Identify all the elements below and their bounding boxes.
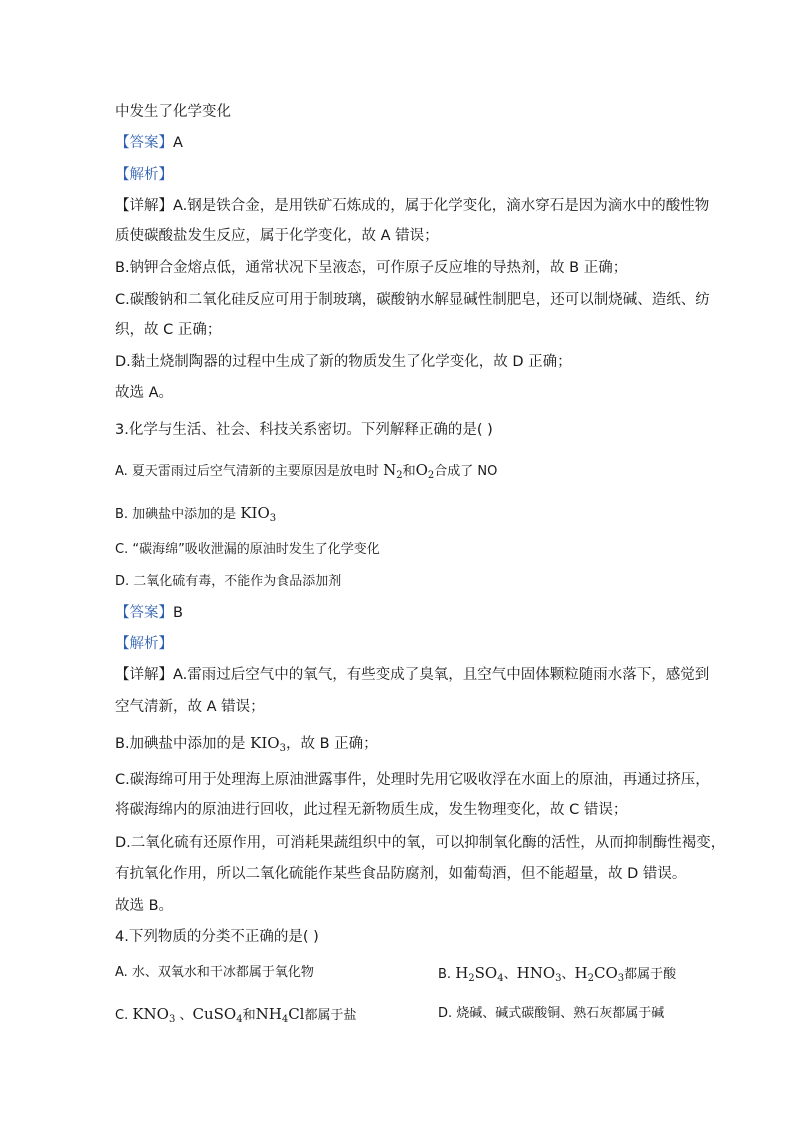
text-line bbox=[115, 102, 231, 122]
conclusion-text: 故选 B。 bbox=[115, 898, 174, 914]
explanation-line bbox=[115, 258, 627, 278]
conclusion-line bbox=[115, 383, 173, 403]
formula-subscript: 2 bbox=[427, 470, 435, 481]
separator: 、 bbox=[561, 967, 575, 982]
separator: 、 bbox=[503, 967, 517, 982]
answer-line bbox=[115, 133, 183, 153]
formula-symbol: KIO bbox=[240, 504, 270, 522]
explanation-line bbox=[115, 864, 686, 884]
formula-nh4cl bbox=[256, 1005, 305, 1023]
explanation-line bbox=[115, 226, 439, 246]
option-text: D. 烧碱、碱式碳酸铜、熟石灰都属于碱 bbox=[438, 1006, 665, 1021]
formula-symbol: NH bbox=[255, 1005, 282, 1023]
formula-subscript: 3 bbox=[555, 973, 562, 984]
analysis-tag bbox=[115, 165, 173, 185]
option-c bbox=[115, 540, 380, 560]
conclusion-line bbox=[115, 896, 173, 916]
formula-subscript: 3 bbox=[617, 973, 625, 984]
explanation-text: ，故 B 正确； bbox=[285, 736, 378, 752]
explanation-text: B.钠钾合金熔点低，通常状况下呈液态，可作原子反应堆的导热剂，故 B 正确； bbox=[115, 260, 628, 276]
explanation-text: A.雷雨过后空气中的氧气，有些变成了臭氧，且空气中固体颗粒随雨水落下，感觉到 bbox=[173, 667, 710, 683]
explanation-text: 将碳海绵内的原油进行回收，此过程无新物质生成，发生物理变化，故 C 错误； bbox=[115, 802, 628, 818]
question-3-stem: 3.化学与生活、社会、科技关系密切。下列解释正确的是( ) bbox=[115, 422, 493, 438]
formula-hno3 bbox=[517, 964, 562, 982]
explanation-text: B.加碘盐中添加的是 bbox=[115, 736, 251, 752]
formula-symbol: H bbox=[455, 964, 469, 982]
analysis-tag-text: 【解析】 bbox=[115, 636, 173, 652]
question-stem bbox=[115, 420, 493, 440]
question-4-stem: 4.下列物质的分类不正确的是( ) bbox=[115, 929, 319, 945]
formula-subscript: 4 bbox=[236, 1014, 243, 1025]
answer-tag: 【答案】 bbox=[115, 605, 173, 621]
option-text: 和 bbox=[402, 464, 416, 479]
question-stem bbox=[115, 927, 319, 947]
analysis-tag bbox=[115, 634, 173, 654]
explanation-line bbox=[115, 697, 265, 717]
explanation-line bbox=[115, 833, 725, 853]
answer-value: A bbox=[173, 135, 183, 151]
explanation-line bbox=[115, 352, 572, 372]
formula-symbol: H bbox=[574, 964, 588, 982]
option-b bbox=[438, 963, 676, 985]
option-text: 都属于酸 bbox=[624, 967, 677, 982]
option-label: C. bbox=[115, 1008, 133, 1023]
formula-subscript: 3 bbox=[269, 513, 277, 524]
explanation-text: 有抗氧化作用，所以二氧化硫能作某些食品防腐剂，如葡萄酒，但不能超量，故 D 错误。 bbox=[115, 866, 687, 882]
formula-h2co3 bbox=[575, 964, 625, 982]
formula-subscript: 2 bbox=[587, 973, 594, 984]
explanation-line bbox=[115, 800, 627, 820]
option-text: C. “碳海绵”吸收泄漏的原油时发生了化学变化 bbox=[115, 542, 380, 557]
formula-symbol: SO bbox=[474, 964, 498, 982]
option-text: B. 加碘盐中添加的是 bbox=[115, 507, 241, 522]
option-d bbox=[438, 1004, 664, 1024]
formula-kio3 bbox=[240, 504, 276, 522]
separator: 、 bbox=[175, 1008, 193, 1023]
formula-kno3 bbox=[132, 1005, 175, 1023]
option-text: D. 二氧化硫有毒，不能作为食品添加剂 bbox=[115, 574, 342, 589]
conclusion-text: 故选 A。 bbox=[115, 385, 174, 401]
formula-symbol: KIO bbox=[250, 734, 280, 752]
formula-symbol: KNO bbox=[132, 1005, 169, 1023]
explanation-line bbox=[115, 733, 378, 754]
explanation-text: 织，故 C 正确； bbox=[115, 322, 222, 338]
option-text: A. 水、双氧水和干冰都属于氧化物 bbox=[115, 965, 314, 980]
explanation-line bbox=[115, 320, 221, 340]
option-text: 和 bbox=[242, 1008, 256, 1023]
explanation-text: D.黏土烧制陶器的过程中生成了新的物质发生了化学变化，故 D 正确； bbox=[115, 354, 572, 370]
formula-o2 bbox=[416, 461, 435, 479]
formula-n2 bbox=[383, 461, 403, 479]
formula-kio3 bbox=[250, 734, 286, 752]
answer-value: B bbox=[173, 605, 183, 621]
explanation-line bbox=[115, 770, 710, 790]
explanation-line bbox=[115, 196, 709, 216]
explanation-text: C.碳酸钠和二氧化硅反应可用于制玻璃，碳酸钠水解显碱性制肥皂，还可以制烧碱、造纸、纺 bbox=[115, 292, 710, 308]
explanation-text: 空气清新，故 A 错误； bbox=[115, 699, 265, 715]
option-b bbox=[115, 503, 276, 525]
formula-subscript: 4 bbox=[497, 973, 504, 984]
option-text: 都属于盐 bbox=[304, 1008, 357, 1023]
option-d bbox=[115, 572, 341, 592]
formula-subscript: 4 bbox=[281, 1014, 289, 1025]
formula-cuso4 bbox=[193, 1005, 243, 1023]
formula-subscript: 2 bbox=[396, 470, 403, 481]
answer-tag: 【答案】 bbox=[115, 135, 173, 151]
formula-symbol: CuSO bbox=[192, 1005, 237, 1023]
formula-symbol: O bbox=[415, 461, 428, 479]
explanation-line bbox=[115, 665, 709, 685]
detail-tag: 【详解】 bbox=[115, 667, 173, 683]
formula-symbol: Cl bbox=[288, 1005, 305, 1023]
formula-subscript: 3 bbox=[168, 1014, 176, 1025]
formula-symbol: N bbox=[383, 461, 397, 479]
explanation-line bbox=[115, 290, 710, 310]
formula-h2so4 bbox=[455, 964, 503, 982]
formula-symbol: CO bbox=[594, 964, 618, 982]
detail-tag: 【详解】 bbox=[115, 198, 173, 214]
continuation-text: 中发生了化学变化 bbox=[115, 104, 231, 120]
formula-symbol: HNO bbox=[516, 964, 556, 982]
option-text: A. 夏天雷雨过后空气清新的主要原因是放电时 bbox=[115, 464, 384, 479]
analysis-tag-text: 【解析】 bbox=[115, 167, 173, 183]
formula-subscript: 2 bbox=[468, 973, 475, 984]
explanation-text: C.碳海绵可用于处理海上原油泄露事件，处理时先用它吸收浮在水面上的原油，再通过挤压， bbox=[115, 772, 710, 788]
option-c bbox=[115, 1004, 357, 1026]
formula-subscript: 3 bbox=[279, 743, 286, 754]
answer-line bbox=[115, 603, 183, 623]
option-text: 合成了 NO bbox=[434, 464, 498, 479]
explanation-text: D.二氧化硫有还原作用，可消耗果蔬组织中的氧，可以抑制氧化酶的活性，从而抑制酶性褐变， bbox=[115, 835, 726, 851]
option-label: B. bbox=[438, 967, 456, 982]
option-a bbox=[115, 460, 497, 482]
explanation-text: 质使碳酸盐发生反应，属于化学变化，故 A 错误； bbox=[115, 228, 439, 244]
option-a bbox=[115, 963, 314, 983]
explanation-text: A.钢是铁合金，是用铁矿石炼成的，属于化学变化，滴水穿石是因为滴水中的酸性物 bbox=[173, 198, 710, 214]
